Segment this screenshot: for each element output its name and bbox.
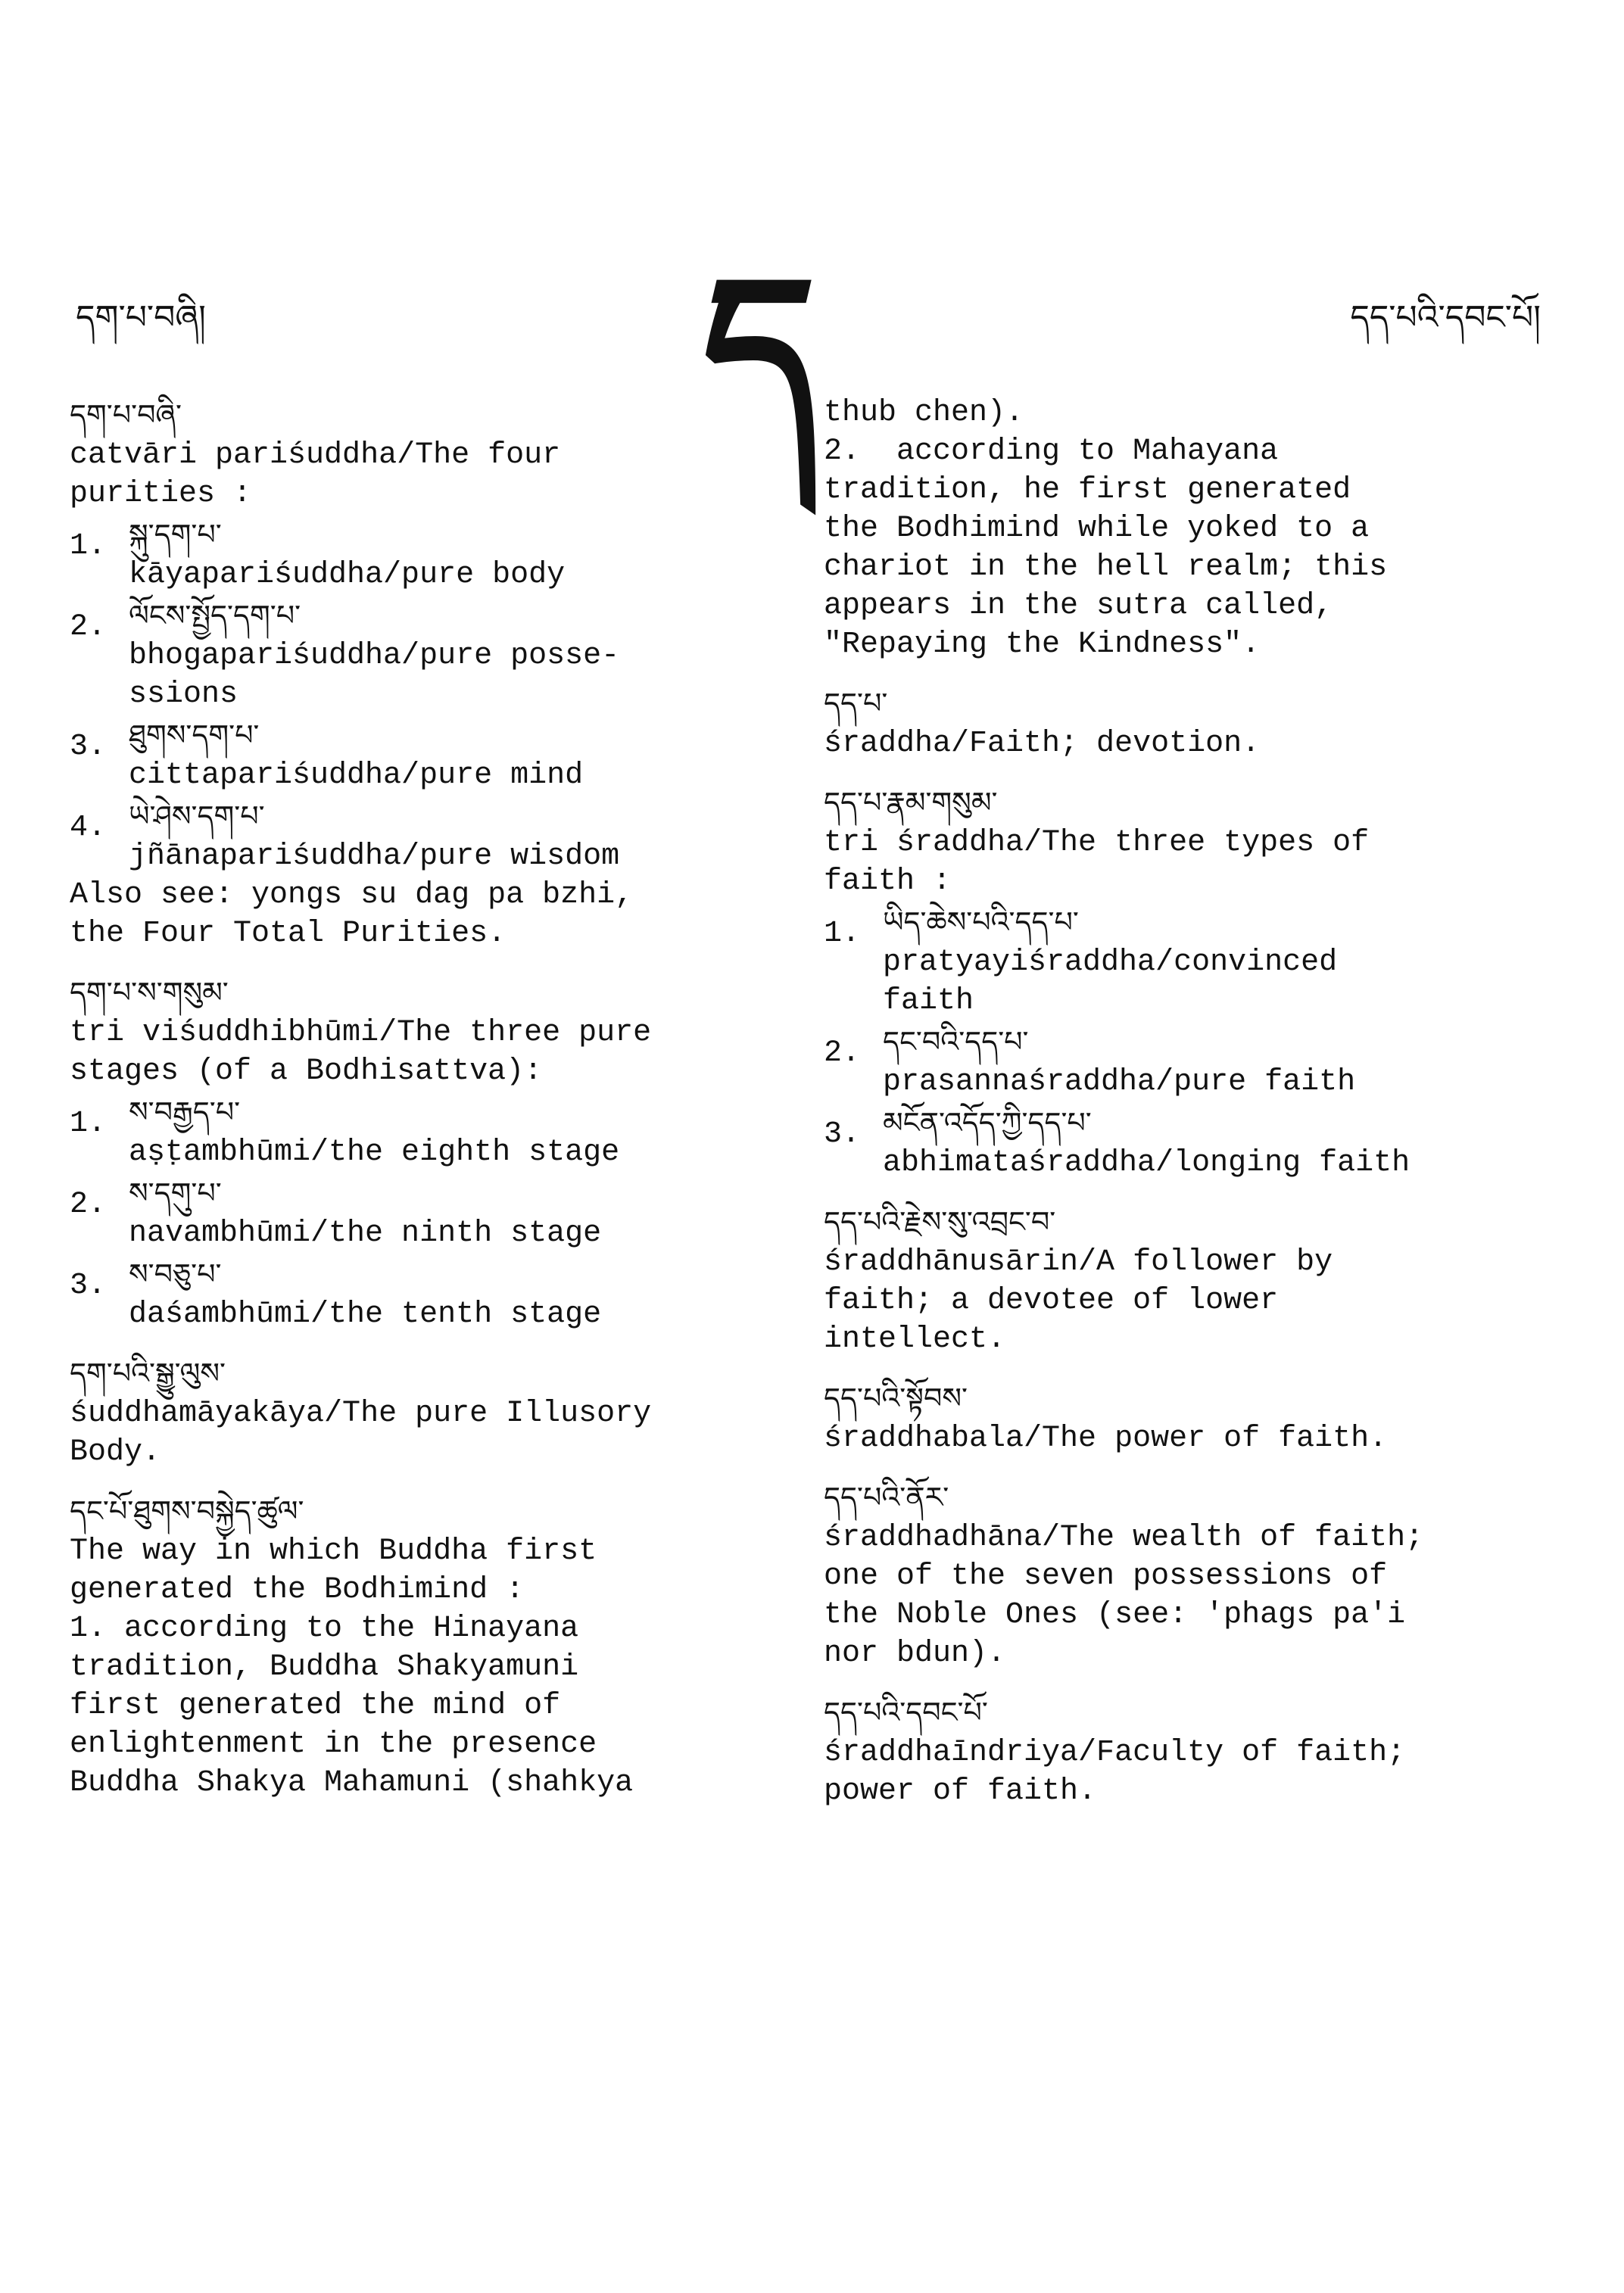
list-item [70, 1253, 736, 1334]
entry-headword: དག་པ་ས་གསུམ་ [70, 976, 229, 1009]
entry-headword: དད་པའི་ནོར་ [824, 1481, 949, 1514]
item-tibetan: ཐུགས་དག་པ་ [129, 718, 260, 752]
list-item [70, 795, 736, 876]
entry-headword: དག་པ་བཞི་ [70, 398, 182, 431]
definition-line: śraddhaīndriya/Faculty of faith; [824, 1736, 1406, 1770]
item-number: 1. [70, 1107, 107, 1141]
item-number: 2. [824, 1036, 861, 1070]
item-tibetan: མངོན་འདོད་ཀྱི་དད་པ་ [883, 1106, 1092, 1139]
running-header-left: དག་པ་བཞི། [76, 298, 206, 337]
list-item [70, 1172, 736, 1253]
dictionary-entry [824, 1377, 1566, 1458]
item-tibetan: ཡིད་ཆེས་པའི་དད་པ་ [883, 905, 1079, 939]
item-definition: abhimataśraddha/longing faith [883, 1146, 1410, 1180]
dictionary-entry [824, 1201, 1566, 1359]
definition-line: Body. [70, 1435, 161, 1469]
item-tibetan: ས་བཅུ་པ་ [129, 1257, 222, 1291]
dictionary-entry [70, 971, 736, 1334]
entry-headword: དད་པའི་སྟོབས་ [824, 1382, 968, 1415]
definition-line: the Noble Ones (see: 'phags pa'i [824, 1598, 1406, 1632]
item-definition: kāyapariśuddha/pure body [129, 558, 566, 592]
dictionary-entry [824, 682, 1566, 763]
item-definition: aṣṭambhūmi/the eighth stage [129, 1136, 620, 1170]
definition-line: intellect. [824, 1323, 1006, 1357]
item-definition: navambhūmi/the ninth stage [129, 1217, 602, 1251]
definition-line: śuddhamāyakāya/The pure Illusory [70, 1397, 652, 1431]
left-column [70, 394, 736, 1821]
dictionary-entry [70, 394, 736, 953]
item-tibetan: ས་དགུ་པ་ [129, 1176, 222, 1210]
item-number: 2. [70, 1188, 107, 1222]
definition-line: tri viśuddhibhūmi/The three pure [70, 1016, 652, 1050]
item-definition: prasannaśraddha/pure faith [883, 1065, 1356, 1099]
list-item [824, 1020, 1566, 1101]
item-tibetan: དང་བའི་དད་པ་ [883, 1025, 1029, 1058]
entry-headword: དད་པ་ [824, 687, 888, 720]
definition-line: thub chen). [824, 396, 1024, 430]
definition-line: śraddhānusārin/A follower by [824, 1245, 1333, 1279]
list-item [70, 714, 736, 795]
definition-line: Buddha Shakya Mahamuni (shahkya [70, 1766, 634, 1800]
list-item [70, 594, 736, 714]
entry-headword: དད་པའི་རྗེས་སུ་འབྲང་བ་ [824, 1205, 1056, 1238]
definition-line: faith : [824, 865, 952, 899]
item-number: 3. [824, 1117, 861, 1151]
dictionary-entry [824, 1476, 1566, 1673]
definition-line: power of faith. [824, 1774, 1097, 1809]
list-item [824, 901, 1566, 1020]
definition-line: catvāri pariśuddha/The four [70, 438, 561, 472]
definition-line: tri śraddha/The three types of [824, 826, 1370, 860]
definition-line: chariot in the hell realm; this [824, 550, 1388, 584]
item-tibetan: ལོངས་སྤྱོད་དག་པ་ [129, 599, 301, 632]
item-tibetan: སྐུ་དག་པ་ [129, 518, 222, 551]
entry-headword: དད་པའི་དབང་པོ་ [824, 1696, 988, 1729]
dictionary-entry [824, 1691, 1566, 1811]
section-letter: ད [703, 232, 817, 463]
definition-line: śraddha/Faith; devotion. [824, 727, 1261, 761]
item-number: 1. [70, 529, 107, 563]
item-tibetan: ཡེ་ཤེས་དག་པ་ [129, 799, 265, 833]
item-definition: faith [883, 984, 974, 1018]
dictionary-entry [824, 781, 1566, 1182]
definition-line: "Repaying the Kindness". [824, 628, 1261, 662]
definition-line: purities : [70, 477, 252, 511]
definition-line: enlightenment in the presence [70, 1728, 597, 1762]
definition-line: one of the seven possessions of [824, 1559, 1388, 1594]
list-item [824, 1101, 1566, 1182]
definition-line: 1. according to the Hinayana [70, 1612, 579, 1646]
definition-line: śraddhadhāna/The wealth of faith; [824, 1521, 1424, 1555]
running-header-right: དད་པའི་དབང་པོ། [1350, 298, 1541, 337]
item-definition: jñānapariśuddha/pure wisdom [129, 840, 620, 874]
see-also-line: the Four Total Purities. [70, 917, 507, 951]
item-number: 3. [70, 730, 107, 764]
definition-line: the Bodhimind while yoked to a [824, 512, 1370, 546]
list-item [70, 513, 736, 594]
entry-headword: དག་པའི་སྒྱུ་ལུས་ [70, 1357, 226, 1390]
see-also-line: Also see: yongs su dag pa bzhi, [70, 878, 634, 912]
entry-headword: དང་པོ་ཐུགས་བསྐྱེད་ཚུལ་ [70, 1494, 304, 1528]
definition-line: generated the Bodhimind : [70, 1573, 525, 1607]
item-definition: pratyayiśraddha/convinced [883, 946, 1338, 980]
item-number: 2. [70, 610, 107, 644]
item-definition: daśambhūmi/the tenth stage [129, 1298, 602, 1332]
item-definition: ssions [129, 678, 238, 712]
item-definition: bhogapariśuddha/pure posse- [129, 639, 620, 673]
definition-line: 2. according to Mahayana [824, 435, 1279, 469]
definition-line: faith; a devotee of lower [824, 1284, 1279, 1318]
definition-line: appears in the sutra called, [824, 589, 1333, 623]
dictionary-entry [70, 1490, 736, 1802]
definition-line: tradition, he first generated [824, 473, 1351, 507]
item-number: 1. [824, 917, 861, 951]
item-definition: cittapariśuddha/pure mind [129, 759, 584, 793]
definition-line: first generated the mind of [70, 1689, 561, 1723]
definition-line: śraddhabala/The power of faith. [824, 1422, 1388, 1456]
dictionary-entry [70, 1352, 736, 1472]
item-number: 3. [70, 1269, 107, 1303]
right-column [824, 394, 1566, 1829]
list-item [70, 1091, 736, 1172]
item-number: 4. [70, 811, 107, 845]
item-tibetan: ས་བརྒྱད་པ་ [129, 1095, 241, 1129]
definition-line: The way in which Buddha first [70, 1534, 597, 1569]
definition-line: stages (of a Bodhisattva): [70, 1055, 543, 1089]
entry-headword: དད་པ་རྣམ་གསུམ་ [824, 786, 998, 819]
continued-entry [824, 394, 1566, 664]
definition-line: nor bdun). [824, 1637, 1006, 1671]
definition-line: tradition, Buddha Shakyamuni [70, 1650, 579, 1684]
